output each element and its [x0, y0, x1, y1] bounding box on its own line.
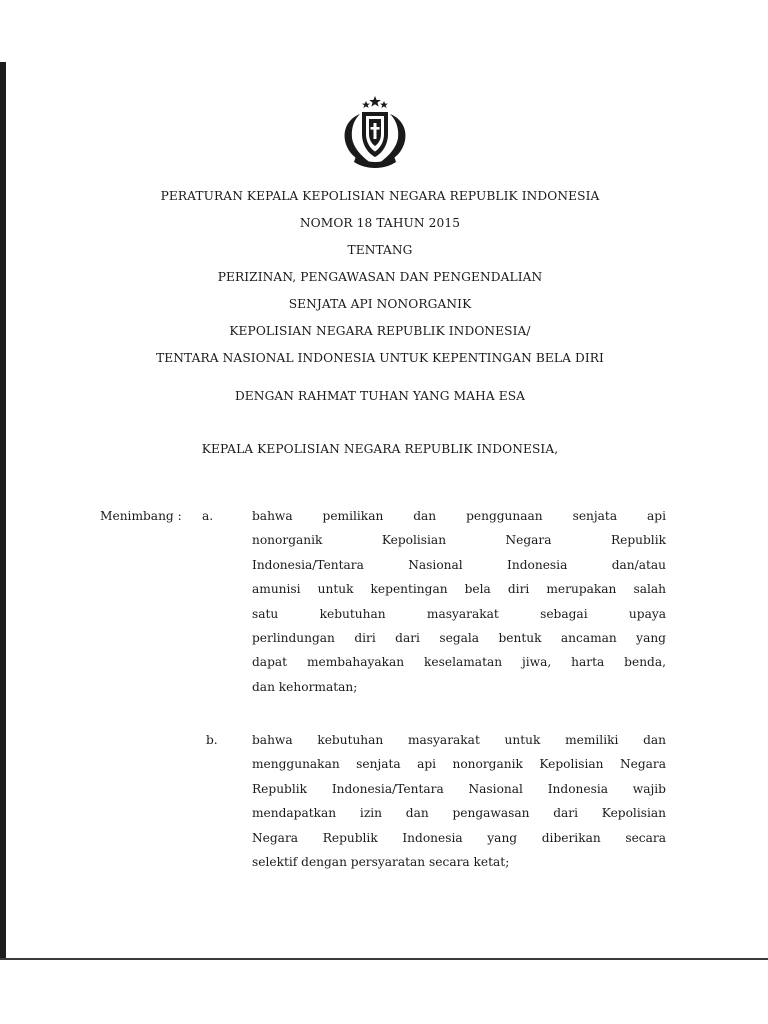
considering-item-a: [252, 504, 666, 699]
title-line: KEPOLISIAN NEGARA REPUBLIK INDONESIA/: [229, 324, 531, 338]
considering-label: Menimbang :: [100, 509, 182, 523]
paragraph-line: Republik Indonesia/Tentara Nasional Indonesia wajib: [252, 781, 666, 796]
regulation-title: [60, 183, 700, 372]
preamble-line: [60, 383, 700, 410]
title-line: TENTANG: [347, 243, 413, 257]
page-bottom-border: [0, 958, 768, 960]
item-marker-a: a.: [202, 509, 214, 523]
paragraph-line: bahwa pemilikan dan penggunaan senjata api: [252, 509, 666, 523]
paragraph-line: perlindungan diri dari segala bentuk ancaman yang: [252, 631, 666, 646]
regulation-number: NOMOR 18 TAHUN 2015: [299, 216, 461, 230]
authority-line: [60, 436, 700, 463]
paragraph-line: Negara Republik Indonesia yang diberikan secara: [252, 830, 666, 845]
title-line: TENTARA NASIONAL INDONESIA UNTUK KEPENTINGAN BELA DIRI: [156, 351, 604, 365]
paragraph-line: menggunakan senjata api nonorganik Kepolisian Negara: [252, 757, 666, 772]
paragraph-line: satu kebutuhan masyarakat sebagai upaya: [252, 606, 666, 621]
title-line: SENJATA API NONORGANIK: [288, 297, 472, 311]
paragraph-line: selektif dengan persyaratan secara ketat;: [252, 855, 510, 870]
paragraph-line: dapat membahayakan keselamatan jiwa, harta benda,: [252, 655, 666, 670]
title-line: PERATURAN KEPALA KEPOLISIAN NEGARA REPUBLIK INDONESIA: [160, 189, 600, 203]
considering-item-b: [252, 728, 666, 874]
paragraph-line: amunisi untuk kepentingan bela diri merupakan salah: [252, 582, 666, 597]
paragraph-line: Indonesia/Tentara Nasional Indonesia dan/atau: [252, 557, 666, 572]
preamble-text: DENGAN RAHMAT TUHAN YANG MAHA ESA: [234, 389, 526, 403]
paragraph-line: nonorganik Kepolisian Negara Republik: [252, 533, 666, 548]
item-marker-b: b.: [206, 733, 218, 747]
paragraph-line: dan kehormatan;: [252, 679, 358, 694]
authority-text: KEPALA KEPOLISIAN NEGARA REPUBLIK INDONESIA,: [201, 442, 559, 456]
police-emblem-icon: [334, 94, 416, 170]
page-left-border: [0, 62, 6, 960]
paragraph-line: mendapatkan izin dan pengawasan dari Kepolisian: [252, 806, 666, 821]
paragraph-line: bahwa kebutuhan masyarakat untuk memiliki dan: [252, 733, 666, 747]
title-line: PERIZINAN, PENGAWASAN DAN PENGENDALIAN: [217, 270, 543, 284]
